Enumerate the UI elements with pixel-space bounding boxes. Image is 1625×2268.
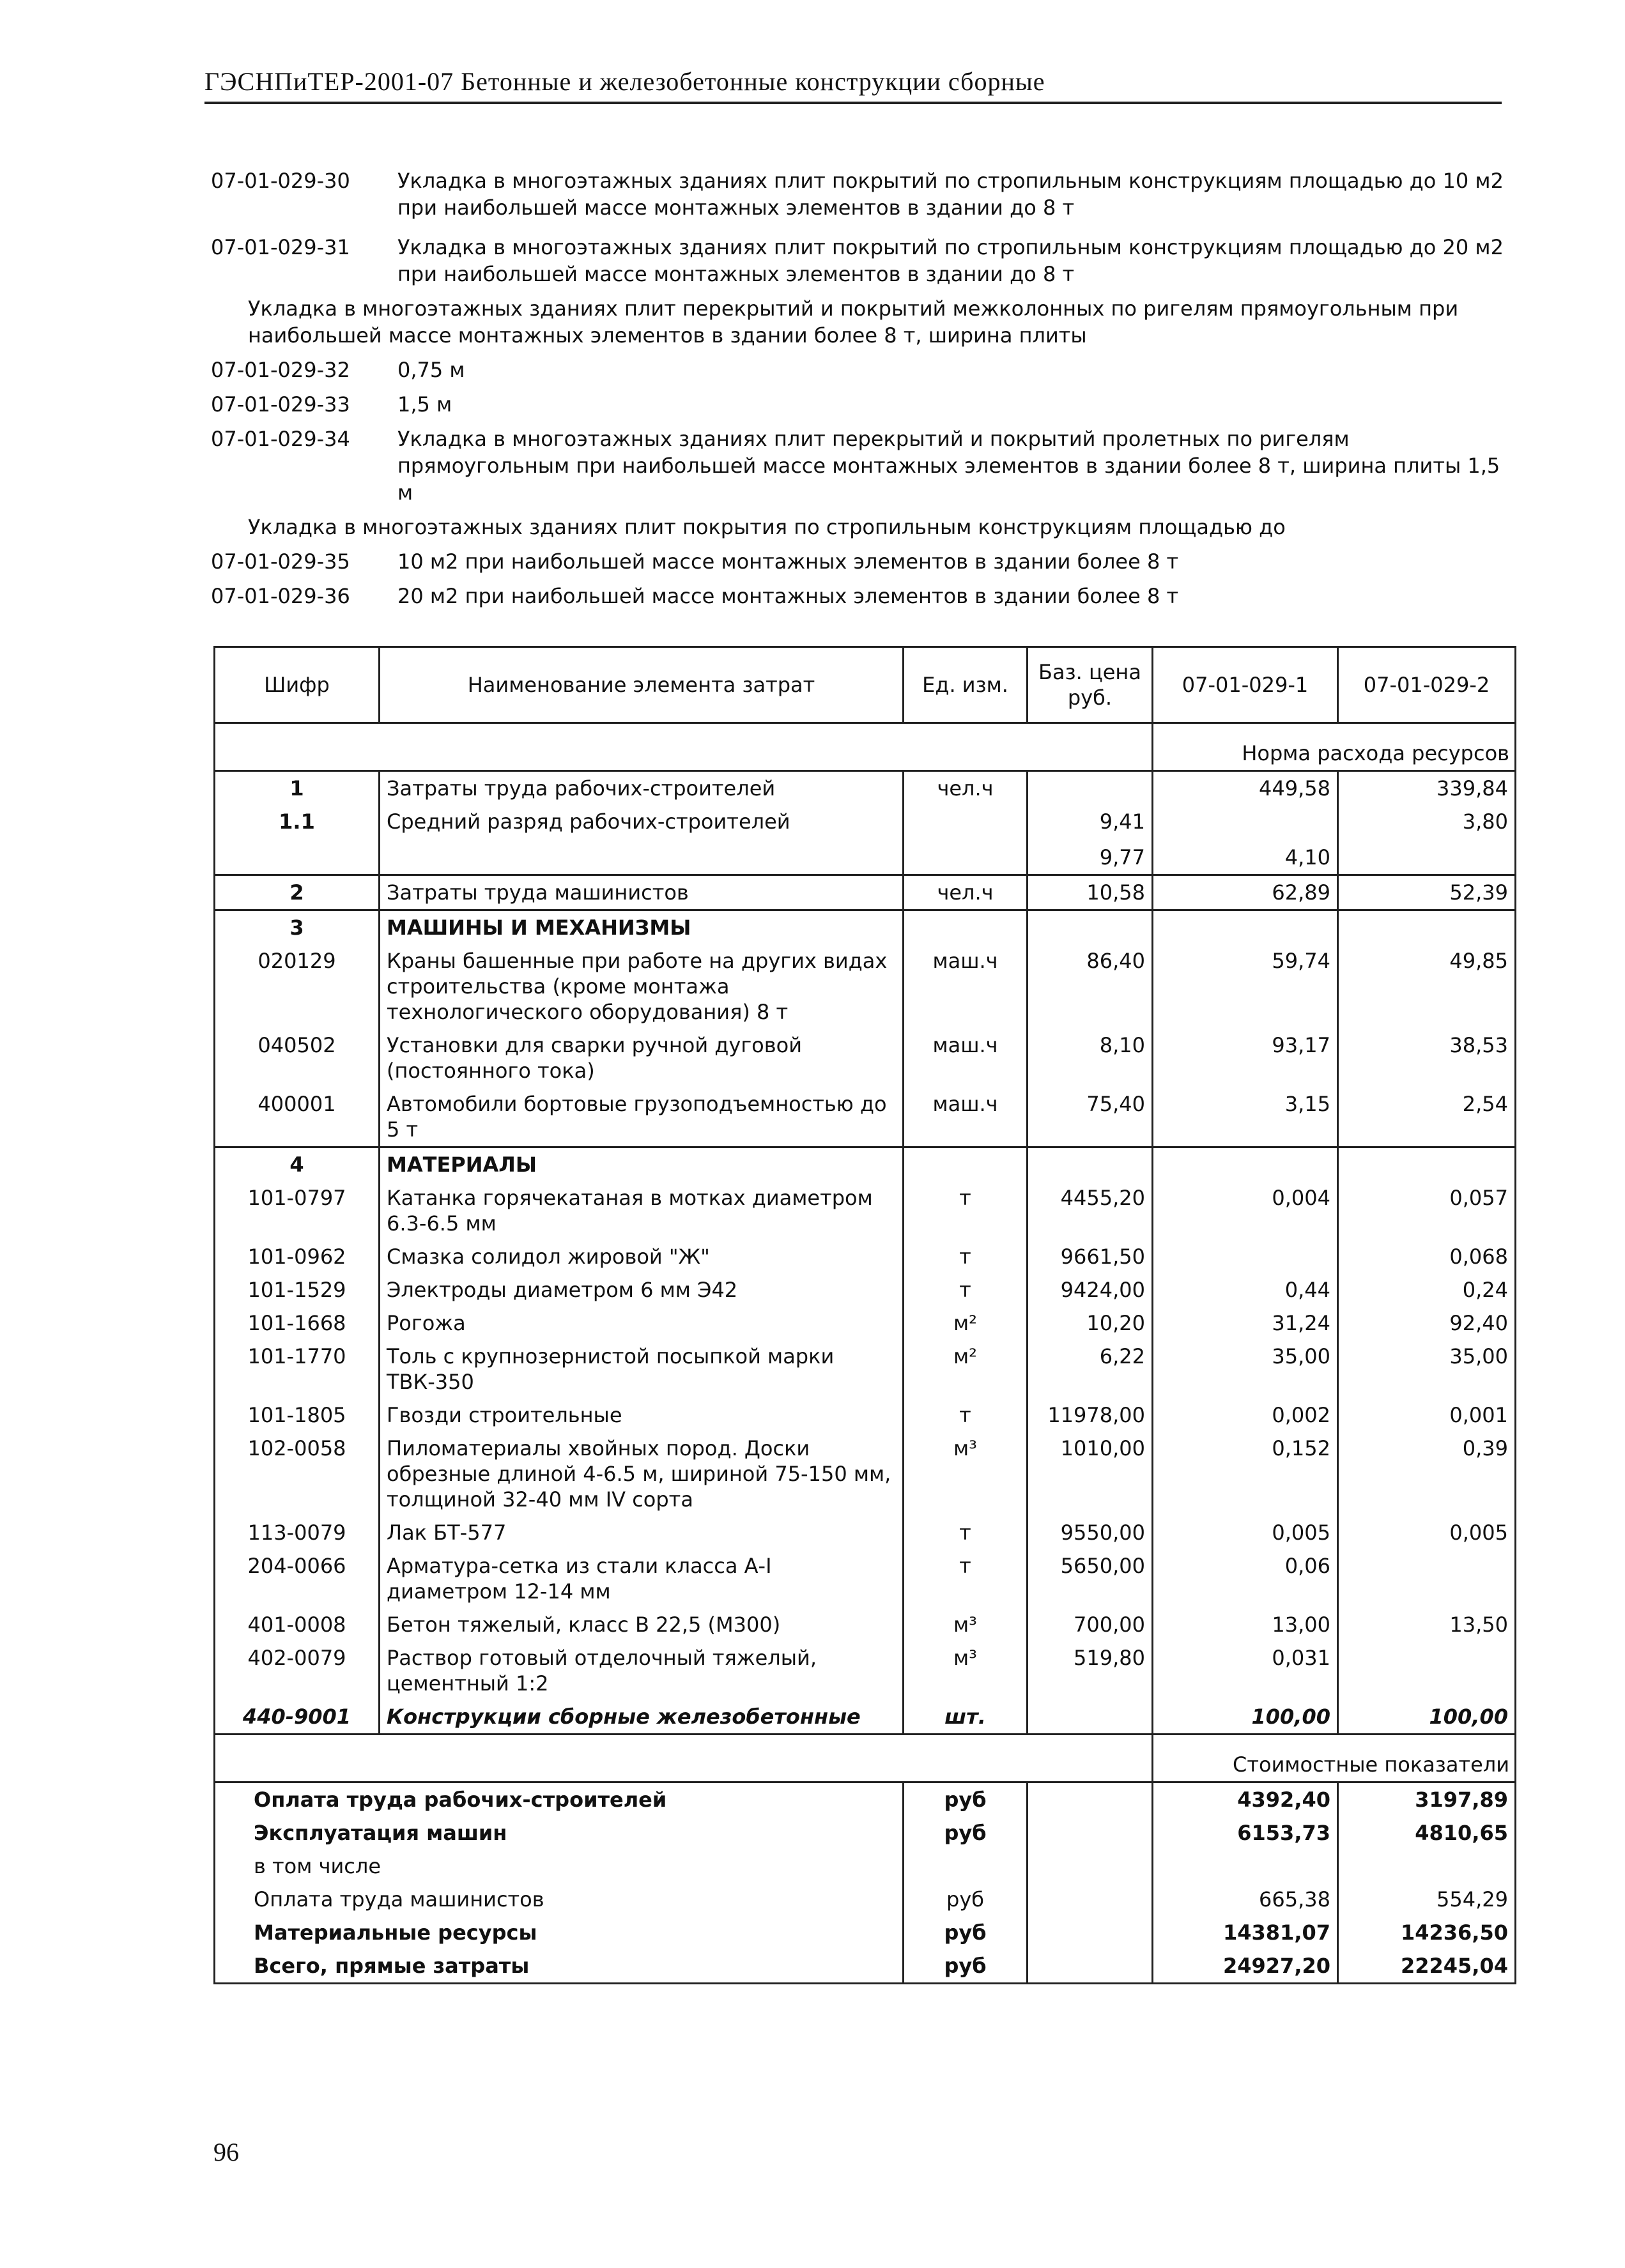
row-v2: 49,85 [1338, 944, 1516, 1029]
intro-code: 07-01-029-34 [211, 427, 350, 451]
row-code: 1 [215, 771, 380, 806]
col-header-code: Шифр [215, 647, 380, 723]
row-unit: м³ [904, 1432, 1028, 1516]
row-name: Толь с крупнозернистой посыпкой марки ТВК-350 [380, 1340, 904, 1398]
row-v2: 13,50 [1338, 1608, 1516, 1641]
cost-band-row [215, 1735, 1516, 1782]
row-price: 9,77 [1028, 841, 1153, 875]
row-code: 040502 [215, 1029, 380, 1087]
totals-row [215, 1816, 1516, 1850]
row-v1: 59,74 [1153, 944, 1338, 1029]
row-code: 204-0066 [215, 1549, 380, 1608]
intro-group-heading: Укладка в многоэтажных зданиях плит покрытия по стропильным конструкциям площадью до [248, 515, 1286, 539]
row-price [1028, 1700, 1153, 1735]
row-name: Автомобили бортовые грузоподъемностью до 5 т [380, 1087, 904, 1147]
table-row [215, 1398, 1516, 1432]
totals-unit: руб [904, 1949, 1028, 1984]
intro-item [204, 167, 1521, 221]
row-code: 402-0079 [215, 1641, 380, 1700]
table-row [215, 944, 1516, 1029]
intro-item [204, 425, 1521, 506]
intro-text: Укладка в многоэтажных зданиях плит покрытий по стропильным конструкциям площадью до 10 м2 при наибольшей массе монтажных элементов в здании до 8 т [397, 169, 1504, 220]
col-header-name: Наименование элемента затрат [380, 647, 904, 723]
intro-code: 07-01-029-32 [211, 358, 350, 382]
table-row [215, 1340, 1516, 1398]
header-title: ГЭСНПиТЕР-2001-07 Бетонные и железобетонные конструкции сборные [204, 67, 1045, 96]
totals-name: Материальные ресурсы [215, 1916, 904, 1949]
row-v1 [1153, 910, 1338, 945]
row-name: Пиломатериалы хвойных пород. Доски обрезные длиной 4-6.5 м, шириной 75-150 мм, толщиной 32-40 мм IV сорта [380, 1432, 904, 1516]
row-v2 [1338, 1549, 1516, 1608]
row-v1: 4,10 [1153, 841, 1338, 875]
row-code: 113-0079 [215, 1516, 380, 1549]
band-label: Стоимостные показатели [1153, 1735, 1516, 1782]
row-v1: 0,005 [1153, 1516, 1338, 1549]
table-row [215, 910, 1516, 945]
row-unit: м³ [904, 1608, 1028, 1641]
row-price: 9,41 [1028, 805, 1153, 841]
row-v2: 2,54 [1338, 1087, 1516, 1147]
totals-price [1028, 1883, 1153, 1916]
row-name: Затраты труда рабочих-строителей [380, 771, 904, 806]
row-code: 101-0962 [215, 1240, 380, 1273]
row-v1: 100,00 [1153, 1700, 1338, 1735]
row-name: Установки для сварки ручной дуговой (постоянного тока) [380, 1029, 904, 1087]
intro-section [204, 167, 1521, 609]
row-price: 8,10 [1028, 1029, 1153, 1087]
totals-price [1028, 1782, 1153, 1817]
table-row [215, 771, 1516, 806]
table-row [215, 1240, 1516, 1273]
row-unit: т [904, 1549, 1028, 1608]
totals-v1: 24927,20 [1153, 1949, 1338, 1984]
totals-name: Оплата труда машинистов [215, 1883, 904, 1916]
row-unit: т [904, 1240, 1028, 1273]
totals-v2: 14236,50 [1338, 1916, 1516, 1949]
page-number: 96 [213, 2138, 239, 2166]
row-unit [904, 805, 1028, 841]
row-price: 6,22 [1028, 1340, 1153, 1398]
row-name: Рогожа [380, 1306, 904, 1340]
col-header-v1: 07-01-029-1 [1153, 647, 1338, 723]
row-v2: 100,00 [1338, 1700, 1516, 1735]
totals-v1 [1153, 1850, 1338, 1883]
row-unit: шт. [904, 1700, 1028, 1735]
row-v1: 35,00 [1153, 1340, 1338, 1398]
table-row [215, 1608, 1516, 1641]
row-unit: т [904, 1181, 1028, 1240]
row-price: 10,58 [1028, 875, 1153, 910]
table-row [215, 841, 1516, 875]
row-name: Арматура-сетка из стали класса А-I диаметром 12-14 мм [380, 1549, 904, 1608]
row-code: 3 [215, 910, 380, 945]
row-price: 75,40 [1028, 1087, 1153, 1147]
intro-code: 07-01-029-33 [211, 392, 350, 417]
table-row [215, 1306, 1516, 1340]
totals-price [1028, 1949, 1153, 1984]
col-header-v2: 07-01-029-2 [1338, 647, 1516, 723]
table-row [215, 1549, 1516, 1608]
intro-code: 07-01-029-35 [211, 549, 350, 574]
row-v1 [1153, 805, 1338, 841]
row-v2 [1338, 1641, 1516, 1700]
intro-item [204, 583, 1521, 609]
intro-text: 10 м2 при наибольшей массе монтажных элементов в здании более 8 т [397, 549, 1179, 574]
table-row [215, 805, 1516, 841]
row-v2: 0,39 [1338, 1432, 1516, 1516]
totals-name: Всего, прямые затраты [215, 1949, 904, 1984]
totals-v2: 22245,04 [1338, 1949, 1516, 1984]
totals-price [1028, 1916, 1153, 1949]
row-v2: 35,00 [1338, 1340, 1516, 1398]
row-name: Раствор готовый отделочный тяжелый, цементный 1:2 [380, 1641, 904, 1700]
totals-row [215, 1850, 1516, 1883]
intro-item [204, 391, 1521, 418]
row-price: 86,40 [1028, 944, 1153, 1029]
totals-name: Эксплуатация машин [215, 1816, 904, 1850]
row-v1: 31,24 [1153, 1306, 1338, 1340]
col-header-unit: Ед. изм. [904, 647, 1028, 723]
intro-code: 07-01-029-31 [211, 235, 350, 259]
table-row [215, 1516, 1516, 1549]
totals-unit [904, 1850, 1028, 1883]
row-v1: 0,152 [1153, 1432, 1338, 1516]
row-code: 401-0008 [215, 1608, 380, 1641]
table-row [215, 1641, 1516, 1700]
row-unit: т [904, 1398, 1028, 1432]
row-code: 102-0058 [215, 1432, 380, 1516]
row-code: 101-0797 [215, 1181, 380, 1240]
row-v1: 62,89 [1153, 875, 1338, 910]
row-price [1028, 1147, 1153, 1182]
row-v2: 0,068 [1338, 1240, 1516, 1273]
intro-item [204, 234, 1521, 287]
table-row [215, 1087, 1516, 1147]
totals-row [215, 1916, 1516, 1949]
row-v1: 449,58 [1153, 771, 1338, 806]
row-price: 10,20 [1028, 1306, 1153, 1340]
table-row [215, 1432, 1516, 1516]
row-code: 101-1770 [215, 1340, 380, 1398]
row-code: 440-9001 [215, 1700, 380, 1735]
row-v1: 3,15 [1153, 1087, 1338, 1147]
totals-unit: руб [904, 1816, 1028, 1850]
row-price: 9550,00 [1028, 1516, 1153, 1549]
intro-group-heading: Укладка в многоэтажных зданиях плит перекрытий и покрытий межколонных по ригелям прямоугольным при наибольшей массе монтажных элементов в здании более 8 т, ширина плиты [248, 296, 1459, 348]
row-price: 9661,50 [1028, 1240, 1153, 1273]
totals-row [215, 1883, 1516, 1916]
totals-price [1028, 1816, 1153, 1850]
totals-v2: 554,29 [1338, 1883, 1516, 1916]
row-unit: м² [904, 1306, 1028, 1340]
row-price: 4455,20 [1028, 1181, 1153, 1240]
row-unit: т [904, 1516, 1028, 1549]
intro-text: Укладка в многоэтажных зданиях плит перекрытий и покрытий пролетных по ригелям прямоугольным при наибольшей массе монтажных элементов в здании более 8 т, ширина плиты 1,5 м [397, 427, 1500, 505]
totals-v2 [1338, 1850, 1516, 1883]
row-price: 1010,00 [1028, 1432, 1153, 1516]
row-code: 101-1529 [215, 1273, 380, 1306]
row-name [380, 841, 904, 875]
row-unit [904, 841, 1028, 875]
row-name: МАШИНЫ И МЕХАНИЗМЫ [380, 910, 904, 945]
row-unit: маш.ч [904, 1029, 1028, 1087]
table-row [215, 1700, 1516, 1735]
intro-text: Укладка в многоэтажных зданиях плит покрытий по стропильным конструкциям площадью до 20 м2 при наибольшей массе монтажных элементов в здании до 8 т [397, 235, 1504, 286]
row-v2: 92,40 [1338, 1306, 1516, 1340]
row-v2: 3,80 [1338, 805, 1516, 841]
row-v1: 0,002 [1153, 1398, 1338, 1432]
row-code: 101-1668 [215, 1306, 380, 1340]
totals-v2: 3197,89 [1338, 1782, 1516, 1817]
row-v2: 0,057 [1338, 1181, 1516, 1240]
row-code: 4 [215, 1147, 380, 1182]
band-label: Норма расхода ресурсов [1153, 723, 1516, 771]
row-price: 11978,00 [1028, 1398, 1153, 1432]
row-v1: 0,031 [1153, 1641, 1338, 1700]
band-spacer [215, 1735, 1153, 1782]
page-header [204, 66, 1502, 104]
row-name: Бетон тяжелый, класс В 22,5 (М300) [380, 1608, 904, 1641]
row-name: Конструкции сборные железобетонные [380, 1700, 904, 1735]
row-v2: 339,84 [1338, 771, 1516, 806]
intro-code: 07-01-029-30 [211, 169, 350, 193]
col-header-price: Баз. цена руб. [1028, 647, 1153, 723]
row-unit: м² [904, 1340, 1028, 1398]
row-unit [904, 1147, 1028, 1182]
table-row [215, 1029, 1516, 1087]
row-price: 519,80 [1028, 1641, 1153, 1700]
row-v1: 0,44 [1153, 1273, 1338, 1306]
row-v2: 0,005 [1338, 1516, 1516, 1549]
totals-row [215, 1949, 1516, 1984]
row-price [1028, 910, 1153, 945]
row-name: МАТЕРИАЛЫ [380, 1147, 904, 1182]
table-header-row [215, 647, 1516, 723]
row-name: Краны башенные при работе на других видах строительства (кроме монтажа технологического оборудования) 8 т [380, 944, 904, 1029]
intro-code: 07-01-029-36 [211, 584, 350, 608]
totals-name: Оплата труда рабочих-строителей [215, 1782, 904, 1817]
totals-v1: 6153,73 [1153, 1816, 1338, 1850]
row-unit: чел.ч [904, 875, 1028, 910]
table-row [215, 1273, 1516, 1306]
row-code: 1.1 [215, 805, 380, 841]
totals-row [215, 1782, 1516, 1817]
row-name: Электроды диаметром 6 мм Э42 [380, 1273, 904, 1306]
totals-v1: 665,38 [1153, 1883, 1338, 1916]
row-code [215, 841, 380, 875]
row-code: 2 [215, 875, 380, 910]
row-v2: 0,24 [1338, 1273, 1516, 1306]
totals-unit: руб [904, 1782, 1028, 1817]
row-unit: м³ [904, 1641, 1028, 1700]
row-unit: т [904, 1273, 1028, 1306]
row-name: Затраты труда машинистов [380, 875, 904, 910]
row-unit: чел.ч [904, 771, 1028, 806]
totals-v2: 4810,65 [1338, 1816, 1516, 1850]
band-spacer [215, 723, 1153, 771]
intro-text: 1,5 м [397, 392, 452, 417]
row-code: 020129 [215, 944, 380, 1029]
table-row [215, 1147, 1516, 1182]
row-v2: 52,39 [1338, 875, 1516, 910]
row-name: Смазка солидол жировой "Ж" [380, 1240, 904, 1273]
table-row [215, 875, 1516, 910]
table-row [215, 1181, 1516, 1240]
row-v1: 13,00 [1153, 1608, 1338, 1641]
row-unit: маш.ч [904, 1087, 1028, 1147]
row-price: 700,00 [1028, 1608, 1153, 1641]
row-price: 5650,00 [1028, 1549, 1153, 1608]
row-v1: 0,004 [1153, 1181, 1338, 1240]
intro-text: 0,75 м [397, 358, 465, 382]
row-v1: 93,17 [1153, 1029, 1338, 1087]
resource-table [213, 646, 1516, 1984]
row-code: 400001 [215, 1087, 380, 1147]
row-v2: 38,53 [1338, 1029, 1516, 1087]
row-v2 [1338, 1147, 1516, 1182]
intro-item [204, 548, 1521, 575]
row-v1 [1153, 1147, 1338, 1182]
norm-band-row [215, 723, 1516, 771]
totals-unit: руб [904, 1883, 1028, 1916]
row-name: Катанка горячекатаная в мотках диаметром 6.3-6.5 мм [380, 1181, 904, 1240]
totals-unit: руб [904, 1916, 1028, 1949]
row-name: Лак БТ-577 [380, 1516, 904, 1549]
row-name: Средний разряд рабочих-строителей [380, 805, 904, 841]
row-v2 [1338, 841, 1516, 875]
row-v2: 0,001 [1338, 1398, 1516, 1432]
intro-text: 20 м2 при наибольшей массе монтажных элементов в здании более 8 т [397, 584, 1179, 608]
row-name: Гвозди строительные [380, 1398, 904, 1432]
totals-name: в том числе [215, 1850, 904, 1883]
row-price: 9424,00 [1028, 1273, 1153, 1306]
totals-v1: 4392,40 [1153, 1782, 1338, 1817]
row-v1: 0,06 [1153, 1549, 1338, 1608]
intro-item [204, 356, 1521, 383]
row-unit [904, 910, 1028, 945]
row-code: 101-1805 [215, 1398, 380, 1432]
totals-price [1028, 1850, 1153, 1883]
row-v1 [1153, 1240, 1338, 1273]
row-v2 [1338, 910, 1516, 945]
row-unit: маш.ч [904, 944, 1028, 1029]
row-price [1028, 771, 1153, 806]
totals-v1: 14381,07 [1153, 1916, 1338, 1949]
